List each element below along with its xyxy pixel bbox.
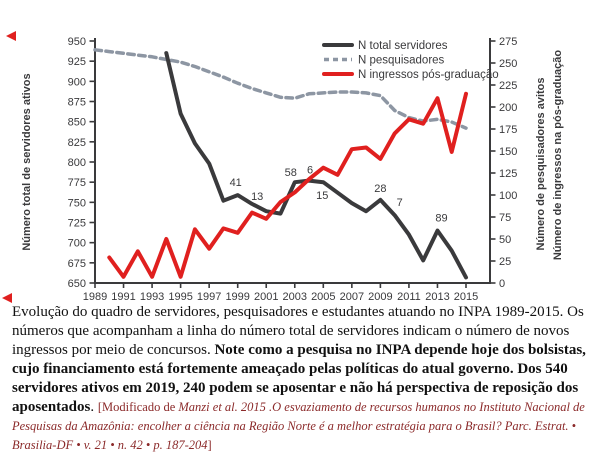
left-axis-tick-label: 875 <box>67 96 86 109</box>
right-axis-tick-label: 200 <box>499 102 518 114</box>
series-line-ingressos-pos-graduacao <box>109 94 466 277</box>
right-axis-tick-label: 75 <box>499 212 512 224</box>
left-axis-tick-label: 675 <box>67 257 86 270</box>
x-axis-tick-label: 2005 <box>311 291 336 302</box>
left-axis-tick-label: 700 <box>67 237 86 250</box>
left-axis-tick-label: 950 <box>67 36 86 48</box>
data-label-2013: 89 <box>435 212 448 225</box>
legend-label-0: N total servidores <box>358 40 448 52</box>
right-axis-title-pesquisadores: Número de pesquisadores avitos <box>535 77 547 251</box>
left-axis-tick-label: 825 <box>67 136 86 149</box>
right-axis-tick-label: 150 <box>499 146 518 158</box>
left-axis-tick-label: 900 <box>67 76 86 89</box>
x-axis-tick-label: 1995 <box>168 291 193 302</box>
x-axis-tick-label: 2001 <box>253 291 279 302</box>
caption-bold-note: Note como a pesquisa no INPA depende hoje dos bolsistas, cujo financiamento está fortemente ameaçado pelas políticas do atual governo. Dos 540 servidores ativos em 2019, 240 podem se aposentar e não há perspectiva de reposição dos aposentados <box>12 342 586 415</box>
left-axis-tick-label: 725 <box>67 217 86 230</box>
data-label-2003: 58 <box>284 167 297 180</box>
data-label-2005: 15 <box>316 190 329 203</box>
citation-close-bracket: ] <box>207 438 212 452</box>
x-axis-tick-label: 2013 <box>425 291 450 302</box>
x-axis-tick-label: 1999 <box>225 291 250 302</box>
right-axis-tick-label: 0 <box>499 278 506 290</box>
right-axis-tick-label: 125 <box>499 168 518 180</box>
left-axis-tick-label: 650 <box>67 278 86 290</box>
x-axis-tick-label: 2015 <box>453 291 479 302</box>
right-axis-tick-label: 175 <box>499 124 518 136</box>
caption-period: . <box>90 399 98 415</box>
right-axis-tick-label: 50 <box>499 234 512 246</box>
citation-open-bracket: [Modificado de <box>97 400 179 414</box>
x-axis-tick-label: 1991 <box>111 291 136 302</box>
x-axis-tick-label: 1993 <box>139 291 165 302</box>
right-axis-tick-label: 250 <box>499 58 518 70</box>
left-axis-tick-label: 925 <box>67 56 86 69</box>
right-axis-tick-label: 25 <box>499 256 512 268</box>
legend-label-1: N pesquisadores <box>358 54 445 67</box>
data-label-2009: 28 <box>374 182 387 195</box>
data-label-1999: 41 <box>229 177 242 190</box>
citation-reference: Manzi et al. 2015 .O esvaziamento de recursos humanos no Instituto Nacional de Pesquisas da Amazônia: encolher a ciência na Região Norte é a melhor estratégia para o Brasil? Parc. Estrat. • Brasilia-DF • v. 21 • n. 42 • p. 187-204 <box>12 400 585 452</box>
right-axis-tick-label: 100 <box>499 190 518 202</box>
data-label-2001: 13 <box>251 191 264 204</box>
data-label-2010: 7 <box>396 197 403 210</box>
left-axis-tick-label: 775 <box>67 177 86 190</box>
x-axis-tick-label: 2009 <box>368 291 393 302</box>
right-axis-tick-label: 225 <box>499 80 518 92</box>
x-axis-tick-label: 1989 <box>82 291 108 302</box>
caption-intro: Evolução do quadro de servidores, pesquisadores e estudantes atuando no INPA 1989-2015. Os números que acompanham a linha do número total de servidores indicam o número de novos ingressos por meio de concursos. <box>12 304 584 358</box>
legend-label-2: N ingressos pós-graduação <box>358 69 499 81</box>
left-axis-tick-label: 800 <box>67 157 86 169</box>
figure-caption <box>12 303 592 455</box>
left-axis-title: Número total de servidores ativos <box>21 73 33 251</box>
x-axis-tick-label: 2007 <box>339 291 365 302</box>
right-axis-title-ingressos: Número de ingressos na pós-graduação <box>552 49 564 261</box>
x-axis-tick-label: 1997 <box>196 291 222 302</box>
right-axis-tick-label: 275 <box>499 36 518 48</box>
left-axis-tick-label: 750 <box>67 197 86 210</box>
x-axis-tick-label: 2011 <box>397 291 421 302</box>
x-axis-tick-label: 2003 <box>282 291 308 302</box>
left-axis-tick-label: 850 <box>67 116 86 129</box>
data-label-2004: 6 <box>306 164 314 177</box>
